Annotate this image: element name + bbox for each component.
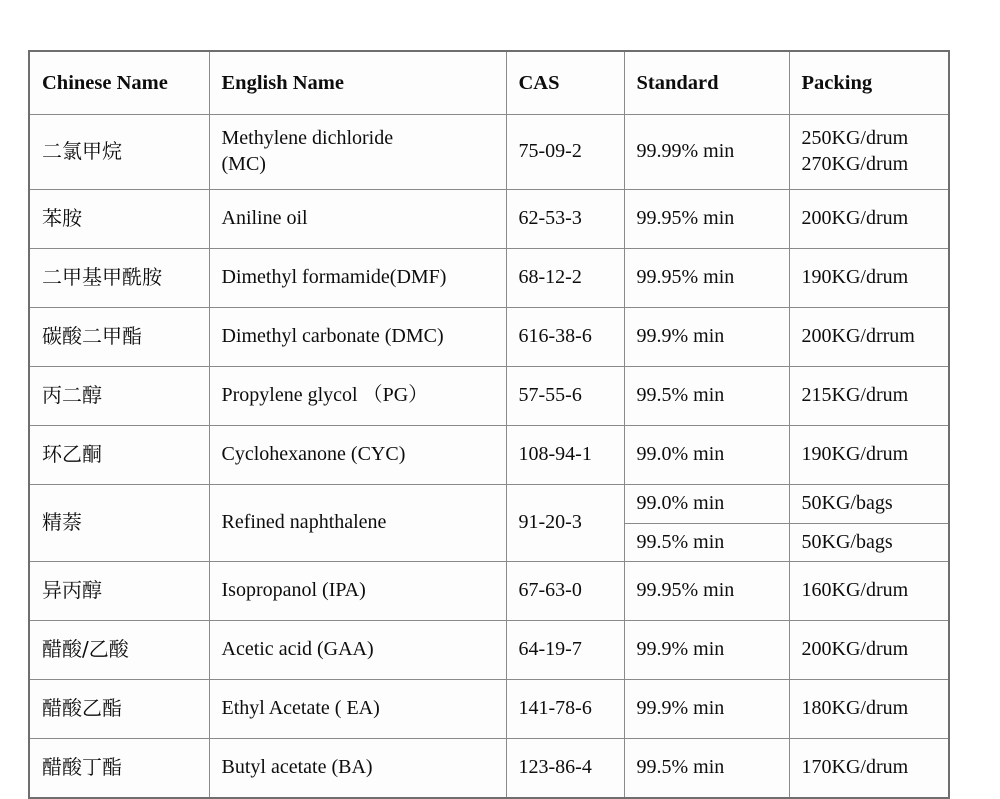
cell-cas: 108-94-1 — [506, 426, 624, 485]
cell-packing: 180KG/drum — [789, 680, 949, 739]
cell-chinese-name: 二甲基甲酰胺 — [29, 249, 209, 308]
cell-packing: 200KG/drum — [789, 621, 949, 680]
cell-english-name: Dimethyl formamide(DMF) — [209, 249, 506, 308]
cell-cas: 64-19-7 — [506, 621, 624, 680]
cell-packing: 190KG/drum — [789, 426, 949, 485]
cell-standard: 99.9% min — [624, 621, 789, 680]
table-row — [29, 621, 949, 680]
cell-cas: 68-12-2 — [506, 249, 624, 308]
table-body — [29, 115, 949, 799]
cell-english-name: Aniline oil — [209, 190, 506, 249]
table-row — [29, 739, 949, 799]
cell-chinese-name: 醋酸/乙酸 — [29, 621, 209, 680]
table-row — [29, 115, 949, 190]
cell-standard: 99.95% min — [624, 190, 789, 249]
cell-packing: 160KG/drum — [789, 562, 949, 621]
cell-cas: 123-86-4 — [506, 739, 624, 799]
cell-chinese-name: 碳酸二甲酯 — [29, 308, 209, 367]
table-container — [28, 50, 948, 799]
column-header-cas: CAS — [506, 51, 624, 115]
chemical-product-specification-table — [28, 50, 950, 799]
column-header-packing: Packing — [789, 51, 949, 115]
cell-packing: 50KG/bags — [789, 485, 949, 524]
english-name-line-1: Methylene dichloride — [221, 127, 394, 150]
table-row — [29, 562, 949, 621]
cell-english-name: Dimethyl carbonate (DMC) — [209, 308, 506, 367]
cell-chinese-name: 环乙酮 — [29, 426, 209, 485]
cell-cas: 141-78-6 — [506, 680, 624, 739]
cell-chinese-name: 精萘 — [29, 485, 209, 562]
table-row — [29, 308, 949, 367]
cell-standard: 99.95% min — [624, 562, 789, 621]
cell-cas: 75-09-2 — [506, 115, 624, 190]
cell-packing — [789, 115, 949, 190]
cell-cas: 91-20-3 — [506, 485, 624, 562]
cell-standard: 99.9% min — [624, 680, 789, 739]
cell-standard: 99.95% min — [624, 249, 789, 308]
column-header-standard: Standard — [624, 51, 789, 115]
cell-english-name: Cyclohexanone (CYC) — [209, 426, 506, 485]
cell-packing: 200KG/drrum — [789, 308, 949, 367]
cell-english-name: Refined naphthalene — [209, 485, 506, 562]
cell-standard: 99.9% min — [624, 308, 789, 367]
english-name-line-2: (MC) — [221, 153, 266, 175]
cell-english-name — [209, 115, 506, 190]
cell-packing: 190KG/drum — [789, 249, 949, 308]
cell-standard: 99.0% min — [624, 426, 789, 485]
packing-line-1: 250KG/drum — [801, 127, 909, 150]
cell-cas: 616-38-6 — [506, 308, 624, 367]
cell-standard: 99.5% min — [624, 739, 789, 799]
cell-english-name: Isopropanol (IPA) — [209, 562, 506, 621]
cell-english-name: Ethyl Acetate ( EA) — [209, 680, 506, 739]
cell-standard: 99.5% min — [624, 367, 789, 426]
cell-chinese-name: 苯胺 — [29, 190, 209, 249]
cell-packing: 200KG/drum — [789, 190, 949, 249]
table-row — [29, 367, 949, 426]
cell-standard: 99.0% min — [624, 485, 789, 524]
cell-packing: 50KG/bags — [789, 523, 949, 562]
cell-packing: 170KG/drum — [789, 739, 949, 799]
cell-chinese-name: 丙二醇 — [29, 367, 209, 426]
column-header-english-name: English Name — [209, 51, 506, 115]
cell-standard: 99.99% min — [624, 115, 789, 190]
header-row — [29, 51, 949, 115]
table-row — [29, 680, 949, 739]
cell-english-name: Butyl acetate (BA) — [209, 739, 506, 799]
table-row — [29, 249, 949, 308]
cell-chinese-name: 醋酸乙酯 — [29, 680, 209, 739]
table-row — [29, 190, 949, 249]
column-header-chinese-name: Chinese Name — [29, 51, 209, 115]
cell-cas: 67-63-0 — [506, 562, 624, 621]
cell-cas: 57-55-6 — [506, 367, 624, 426]
table-row — [29, 426, 949, 485]
cell-chinese-name: 醋酸丁酯 — [29, 739, 209, 799]
table-row — [29, 485, 949, 524]
cell-chinese-name: 异丙醇 — [29, 562, 209, 621]
packing-line-2: 270KG/drum — [801, 153, 909, 175]
cell-english-name: Propylene glycol （PG） — [209, 367, 506, 426]
cell-cas: 62-53-3 — [506, 190, 624, 249]
cell-english-name: Acetic acid (GAA) — [209, 621, 506, 680]
cell-packing: 215KG/drum — [789, 367, 949, 426]
cell-standard: 99.5% min — [624, 523, 789, 562]
table-header — [29, 51, 949, 115]
cell-chinese-name: 二氯甲烷 — [29, 115, 209, 190]
